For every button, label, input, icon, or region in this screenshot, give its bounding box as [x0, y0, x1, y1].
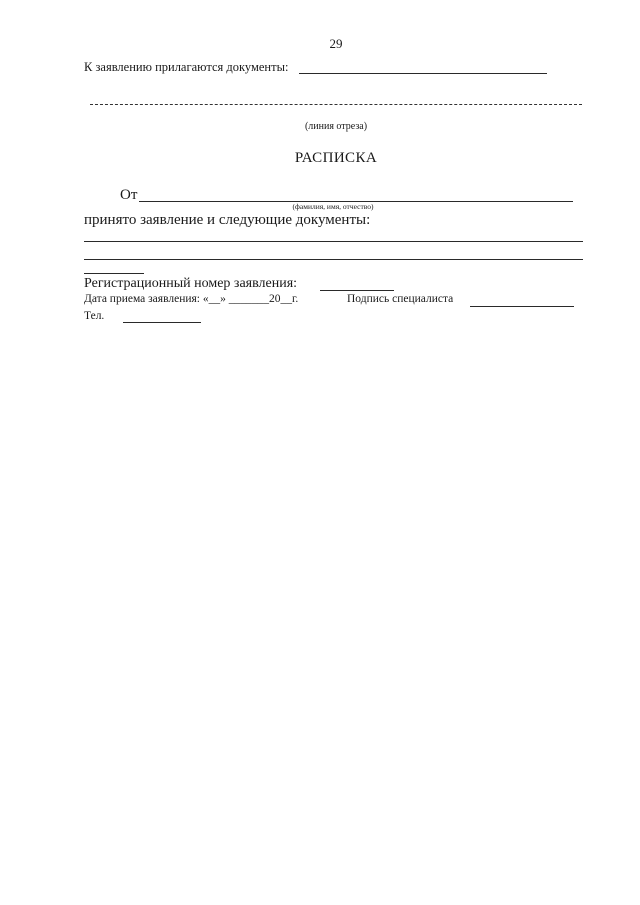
registration-number-blank	[320, 290, 394, 291]
signature-blank-line	[470, 306, 574, 307]
accepted-documents-text: принято заявление и следующие документы:	[84, 212, 371, 228]
from-label: От	[120, 187, 138, 203]
phone-label: Тел.	[84, 310, 105, 322]
cut-line	[90, 104, 582, 105]
cut-line-caption: (линия отреза)	[304, 121, 368, 132]
page-number: 29	[329, 36, 343, 51]
documents-line-3	[84, 273, 144, 274]
fio-caption: (фамилия, имя, отчество)	[292, 202, 374, 211]
attachments-label: К заявлению прилагаются документы:	[84, 60, 289, 74]
attachments-blank-line	[299, 73, 547, 74]
phone-blank-line	[123, 322, 201, 323]
documents-line-2	[84, 259, 583, 260]
date-label: Дата приема заявления: «__» _______20__г.	[84, 293, 299, 305]
signature-label: Подпись специалиста	[347, 293, 454, 305]
registration-number-label: Регистрационный номер заявления:	[84, 276, 298, 291]
documents-line-1	[84, 241, 583, 242]
receipt-title: РАСПИСКА	[294, 150, 378, 166]
